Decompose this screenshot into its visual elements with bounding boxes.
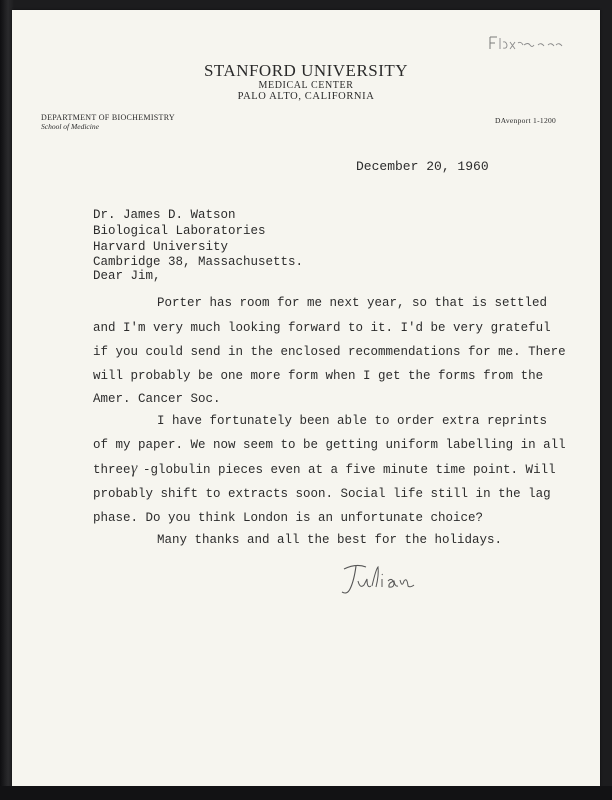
letter-date: December 20, 1960 <box>356 159 489 174</box>
letterhead-division: MEDICAL CENTER <box>258 80 354 91</box>
scan-bottom-edge <box>0 786 612 800</box>
letterhead-location: PALO ALTO, CALIFORNIA <box>237 91 375 102</box>
archive-pencil-mark <box>486 33 566 53</box>
address-line: Dr. James D. Watson <box>93 208 236 222</box>
address-line: Biological Laboratories <box>93 224 266 238</box>
body-line: of my paper. We now seem to be getting uniform labelling in all <box>93 438 566 452</box>
gamma-symbol: γ <box>131 460 138 477</box>
letterhead-institution: STANFORD UNIVERSITY <box>203 61 409 80</box>
body-line: if you could send in the enclosed recommendations for me. There <box>93 345 566 359</box>
body-line: and I'm very much looking forward to it. I'd be very grateful <box>93 321 551 335</box>
department-name: DEPARTMENT OF BIOCHEMISTRY <box>41 113 176 122</box>
address-line: Cambridge 38, Massachusetts. <box>93 255 304 269</box>
body-line: Amer. Cancer Soc. <box>93 392 221 406</box>
body-line: -globulin pieces even at a five minute time point. Will <box>143 463 556 477</box>
body-line: phase. Do you think London is an unfortunate choice? <box>93 511 484 525</box>
signature <box>336 559 432 601</box>
body-line: probably shift to extracts soon. Social life still in the lag <box>93 487 551 501</box>
body-line: three <box>93 463 131 477</box>
body-line: Many thanks and all the best for the holidays. <box>157 533 503 547</box>
body-line: will probably be one more form when I get the forms from the <box>93 369 544 383</box>
phone-number: DAvenport 1-1200 <box>495 116 557 125</box>
body-line: I have fortunately been able to order extra reprints <box>157 414 548 428</box>
salutation: Dear Jim, <box>93 269 161 283</box>
body-line: Porter has room for me next year, so that is settled <box>157 296 548 310</box>
address-line: Harvard University <box>93 240 229 254</box>
school-name: School of Medicine <box>41 122 99 131</box>
